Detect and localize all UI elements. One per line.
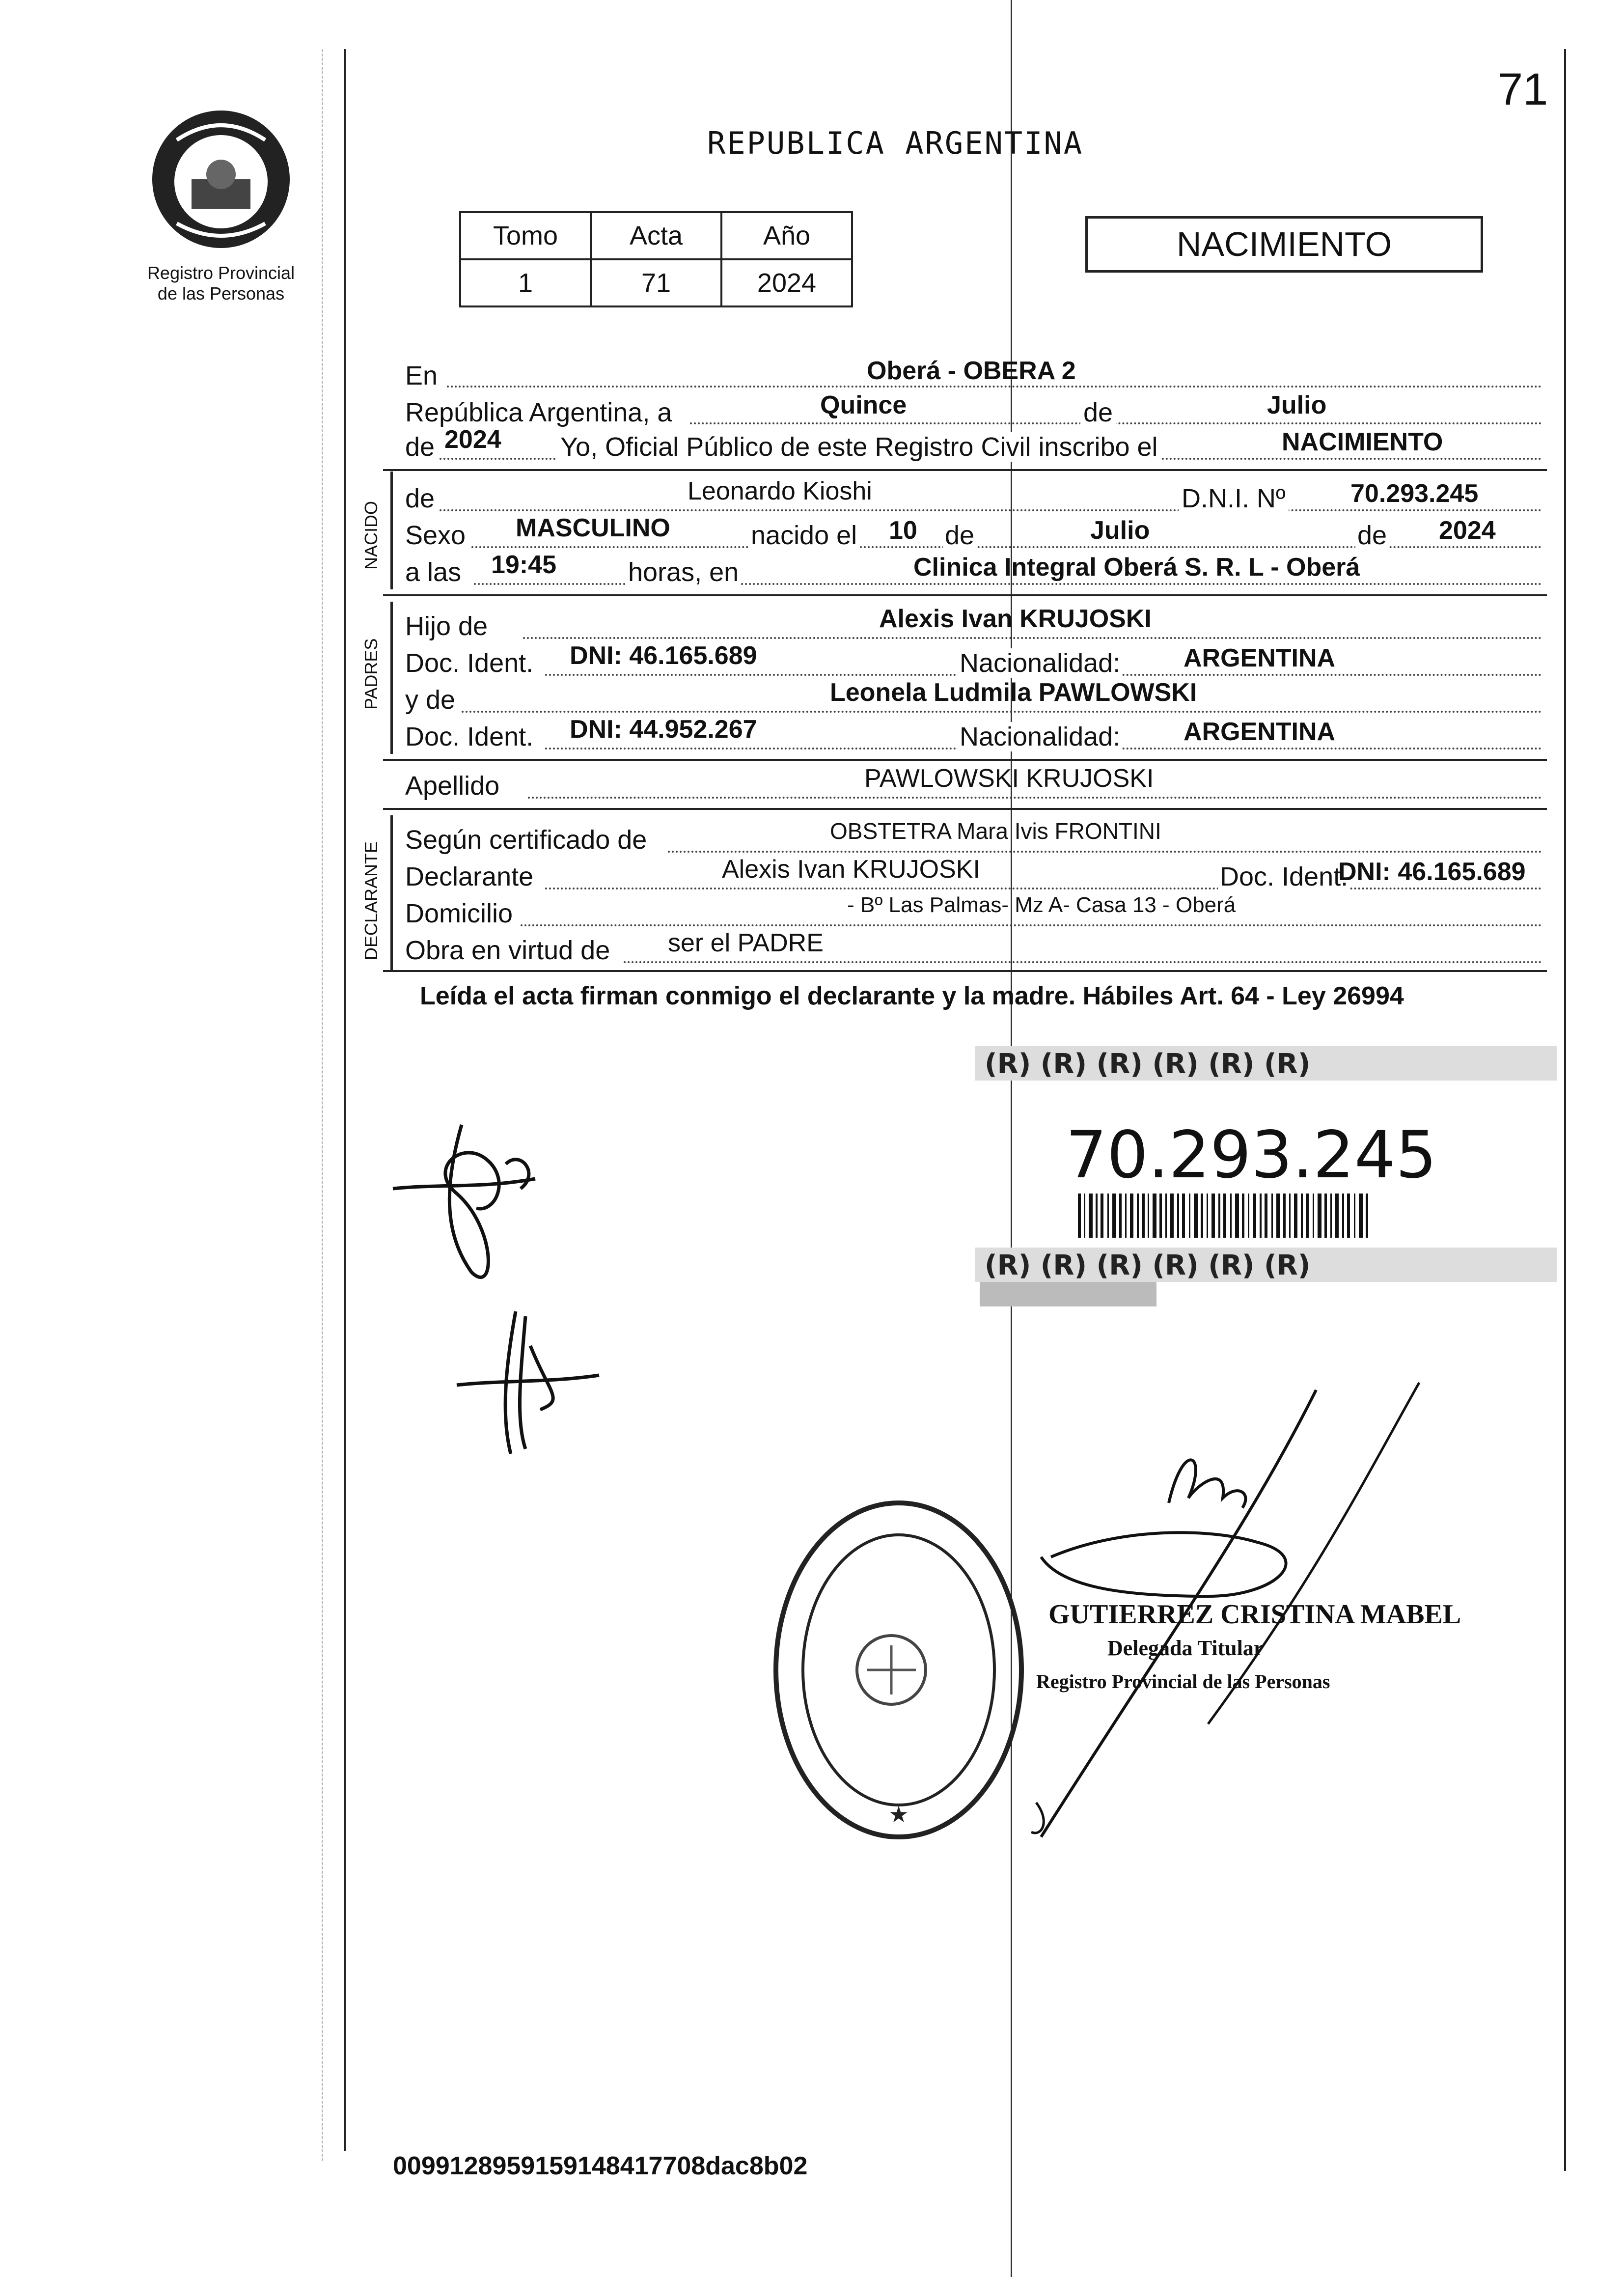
declarante-bracket	[390, 815, 393, 970]
birth-day-value: 10	[889, 516, 917, 545]
dotted-line	[462, 711, 1542, 713]
nacido-el-label: nacido el	[749, 521, 859, 550]
footer-code: 0099128959159148417708dac8b02	[393, 2152, 808, 2180]
anio-value: 2024	[721, 259, 852, 306]
time-value: 19:45	[491, 551, 556, 579]
logo-caption-line1: Registro Provincial	[147, 263, 295, 283]
place-value: Clinica Integral Oberá S. R. L - Oberá	[913, 553, 1360, 582]
registry-seal	[769, 1483, 1029, 1857]
padres-bracket	[390, 602, 393, 754]
father-value: Alexis Ivan KRUJOSKI	[879, 605, 1152, 633]
de-label-3: de	[1355, 521, 1389, 550]
declarante-section-label: DECLARANTE	[361, 841, 381, 960]
sexo-value: MASCULINO	[516, 514, 670, 542]
nacionalidad-label: Nacionalidad:	[958, 648, 1122, 678]
dotted-line	[521, 924, 1542, 926]
father-doc-value: DNI: 46.165.689	[570, 641, 757, 670]
nacido-section-label: NACIDO	[361, 500, 381, 570]
province-seal-logo	[147, 106, 295, 253]
left-margin-line	[344, 49, 346, 2151]
horas-label: horas, en	[626, 557, 741, 587]
record-table	[459, 211, 853, 307]
official-name: GUTIERREZ CRISTINA MABEL	[1048, 1599, 1461, 1630]
record-type-box: NACIMIENTO	[1085, 216, 1483, 273]
dotted-line	[545, 888, 1542, 889]
segun-value: OBSTETRA Mara Ivis FRONTINI	[830, 818, 1161, 844]
declarante-doc-value: DNI: 46.165.689	[1338, 858, 1526, 886]
svg-text:(R) (R) (R) (R) (R) (R): (R) (R) (R) (R) (R) (R)	[985, 1048, 1311, 1080]
hijo-de-label: Hijo de	[405, 611, 488, 641]
mother-doc-value: DNI: 44.952.267	[570, 715, 757, 744]
svg-text:(R) (R) (R) (R) (R) (R): (R) (R) (R) (R) (R) (R)	[985, 1250, 1311, 1281]
acta-value: 71	[591, 259, 721, 306]
section-divider	[383, 808, 1547, 810]
child-dni-value: 70.293.245	[1350, 479, 1479, 508]
dotted-line	[523, 637, 1542, 639]
mother-signature	[452, 1297, 614, 1459]
dotted-line	[624, 961, 1542, 963]
tomo-value: 1	[460, 259, 591, 306]
domicilio-label: Domicilio	[405, 899, 513, 928]
anio-header: Año	[721, 212, 852, 259]
mother-nac-value: ARGENTINA	[1184, 718, 1336, 746]
en-value: Oberá - OBERA 2	[867, 357, 1076, 385]
doc-ident-label: Doc. Ident.	[405, 648, 534, 678]
declarante-label: Declarante	[405, 862, 534, 891]
apellido-value: PAWLOWSKI KRUJOSKI	[864, 764, 1154, 793]
official-role: Delegada Titular	[1107, 1636, 1264, 1660]
closing-note: Leída el acta firman conmigo el declarante y la madre. Hábiles Art. 64 - Ley 26994	[420, 982, 1404, 1010]
logo-caption	[118, 263, 324, 304]
de-label: de	[1080, 398, 1116, 427]
declarant-signature	[383, 1066, 614, 1292]
child-name-value: Leonardo Kioshi	[688, 477, 872, 505]
inscribo-value: NACIMIENTO	[1282, 428, 1443, 456]
apellido-label: Apellido	[405, 771, 500, 801]
barcode-number: 70.293.245	[1066, 1117, 1437, 1193]
dotted-line	[690, 422, 1542, 424]
obra-label: Obra en virtud de	[405, 936, 610, 965]
country-title: REPUBLICA ARGENTINA	[707, 125, 1084, 161]
doc-ident-label-2: Doc. Ident.	[405, 722, 534, 751]
de-label-name: de	[405, 484, 435, 513]
scan-edge	[322, 49, 325, 2161]
month-value: Julio	[1267, 391, 1327, 419]
section-divider	[383, 469, 1547, 471]
svg-text:★: ★	[888, 1802, 909, 1827]
republica-label: República Argentina, a	[405, 398, 672, 427]
official-org: Registro Provincial de las Personas	[1036, 1670, 1330, 1693]
birth-month-value: Julio	[1090, 516, 1150, 545]
segun-label: Según certificado de	[405, 825, 647, 855]
declarante-value: Alexis Ivan KRUJOSKI	[722, 855, 980, 884]
nacido-bracket	[390, 472, 393, 589]
day-value: Quince	[820, 391, 907, 419]
dni-label: D.N.I. Nº	[1179, 484, 1289, 513]
section-divider	[383, 594, 1547, 596]
en-label: En	[405, 361, 438, 390]
de-label-year: de	[405, 432, 435, 462]
sexo-label: Sexo	[405, 521, 466, 550]
logo-caption-line2: de las Personas	[157, 283, 285, 304]
dotted-line	[440, 509, 1542, 511]
mother-value: Leonela Ludmila PAWLOWSKI	[830, 678, 1197, 707]
section-divider	[383, 759, 1547, 761]
alas-label: a las	[405, 557, 462, 587]
obra-value: ser el PADRE	[668, 929, 824, 957]
oficial-text: Yo, Oficial Público de este Registro Civil inscribo el	[557, 432, 1161, 462]
y-de-label: y de	[405, 685, 456, 715]
tomo-header: Tomo	[460, 212, 591, 259]
de-label-2: de	[943, 521, 976, 550]
birth-year-value: 2024	[1439, 516, 1496, 545]
father-nac-value: ARGENTINA	[1184, 644, 1336, 672]
right-margin-line	[1564, 49, 1566, 2171]
dotted-line	[668, 851, 1542, 853]
dotted-line	[528, 797, 1542, 799]
padres-section-label: PADRES	[361, 638, 381, 710]
section-divider	[383, 970, 1547, 972]
dotted-line	[447, 386, 1542, 388]
domicilio-value: - Bº Las Palmas- Mz A- Casa 13 - Oberá	[847, 893, 1236, 917]
acta-header: Acta	[591, 212, 721, 259]
page-number: 71	[1498, 64, 1548, 114]
year-value: 2024	[444, 425, 501, 454]
doc-ident-label-3: Doc. Ident.	[1218, 862, 1350, 891]
nacionalidad-label-2: Nacionalidad:	[958, 722, 1122, 751]
